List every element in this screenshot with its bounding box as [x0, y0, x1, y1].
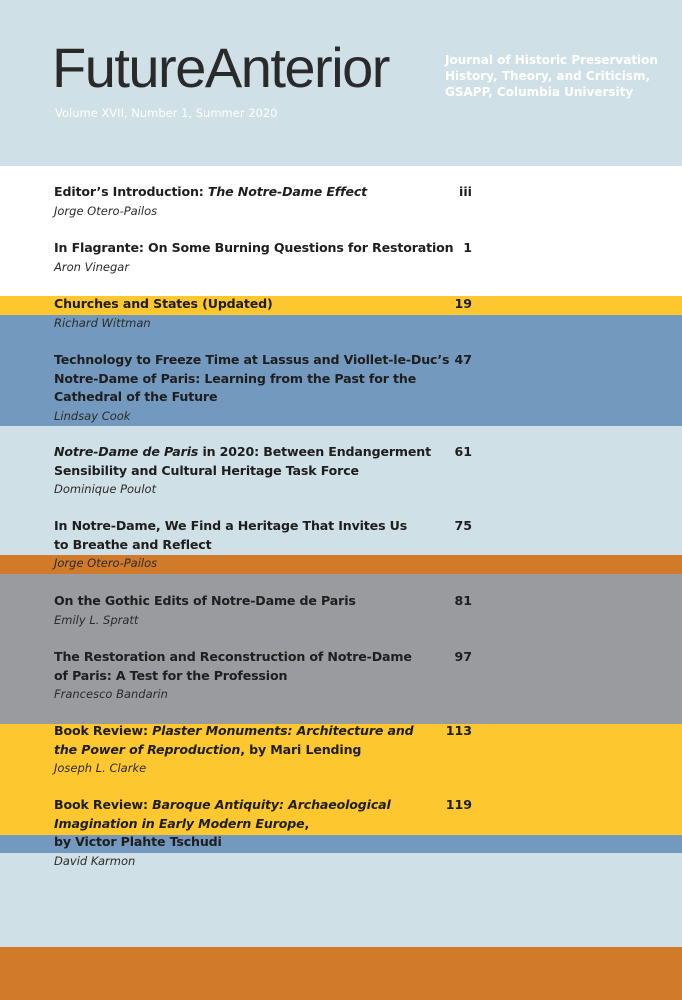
page-number: 61: [454, 444, 472, 459]
journal-line: GSAPP, Columbia University: [445, 85, 634, 99]
toc-entry: [54, 239, 454, 275]
entry-title: On the Gothic Edits of Notre-Dame de Paris: [54, 593, 356, 608]
band-orange: [0, 947, 682, 1000]
entry-author: Joseph L. Clarke: [54, 761, 147, 775]
page-number: 1: [463, 240, 472, 255]
entry-title: In Flagrante: On Some Burning Questions for Restoration: [54, 240, 454, 255]
entry-title: of Paris: A Test for the Profession: [54, 667, 288, 683]
journal-logo: FutureAnterior: [52, 36, 389, 99]
entry-author: Jorge Otero-Pailos: [54, 203, 158, 218]
toc-entry: [54, 183, 434, 219]
toc-entry: [54, 443, 434, 497]
entry-title: the Power of Reproduction, by Mari Lending: [54, 741, 362, 757]
entry-title: to Breathe and Reflect: [54, 536, 212, 552]
toc-entry: [54, 648, 434, 702]
page-number: 75: [454, 518, 472, 533]
entry-author: Dominique Poulot: [54, 482, 157, 496]
page-number: 119: [445, 797, 472, 812]
volume-issue-line: Volume XVII, Number 1, Summer 2020: [55, 106, 278, 120]
page-number: iii: [459, 184, 472, 199]
entry-author: Lindsay Cook: [54, 408, 131, 423]
entry-title: Notre-Dame of Paris: Learning from the Past for the: [54, 370, 417, 386]
entry-title: Churches and States (Updated): [54, 296, 273, 311]
entry-title: Book Review: Baroque Antiquity: Archaeological: [54, 797, 391, 812]
journal-line: History, Theory, and Criticism,: [445, 69, 651, 83]
page-number: 97: [454, 649, 472, 664]
page-number: 19: [454, 296, 472, 311]
entry-title: In Notre-Dame, We Find a Heritage That Invites Us: [54, 518, 408, 533]
entry-author: Jorge Otero-Pailos: [54, 556, 158, 570]
entry-author: Francesco Bandarin: [54, 687, 168, 701]
cover-header: [0, 0, 682, 166]
entry-author: Emily L. Spratt: [54, 612, 139, 627]
entry-title: Cathedral of the Future: [54, 389, 218, 404]
entry-author: Richard Wittman: [54, 315, 151, 330]
entry-title: by Victor Plahte Tschudi: [54, 834, 222, 849]
toc-entry: [54, 592, 434, 628]
entry-title: Sensibility and Cultural Heritage Task Force: [54, 462, 359, 478]
entry-title: Technology to Freeze Time at Lassus and Viollet-le-Duc’s: [54, 352, 450, 367]
entry-title: Imagination in Early Modern Europe,: [54, 815, 310, 831]
journal-description: [445, 52, 665, 100]
page-number: 81: [454, 593, 472, 608]
entry-author: David Karmon: [54, 853, 136, 868]
entry-title: Book Review: Plaster Monuments: Architecture and: [54, 723, 414, 738]
page-number: 113: [445, 723, 472, 738]
entry-title: The Restoration and Reconstruction of Notre-Dame: [54, 649, 412, 664]
journal-line: Journal of Historic Preservation: [445, 53, 658, 67]
entry-title: Notre-Dame de Paris in 2020: Between Endangerment: [54, 444, 431, 459]
toc-entry: [54, 295, 434, 331]
toc-entry: [54, 722, 434, 776]
entry-author: Aron Vinegar: [54, 259, 130, 274]
toc-entry: [54, 517, 434, 571]
toc-entry: [54, 796, 434, 869]
toc-entry: [54, 351, 450, 424]
entry-title: Editor’s Introduction: The Notre-Dame Effect: [54, 184, 368, 199]
page-number: 47: [454, 352, 472, 367]
